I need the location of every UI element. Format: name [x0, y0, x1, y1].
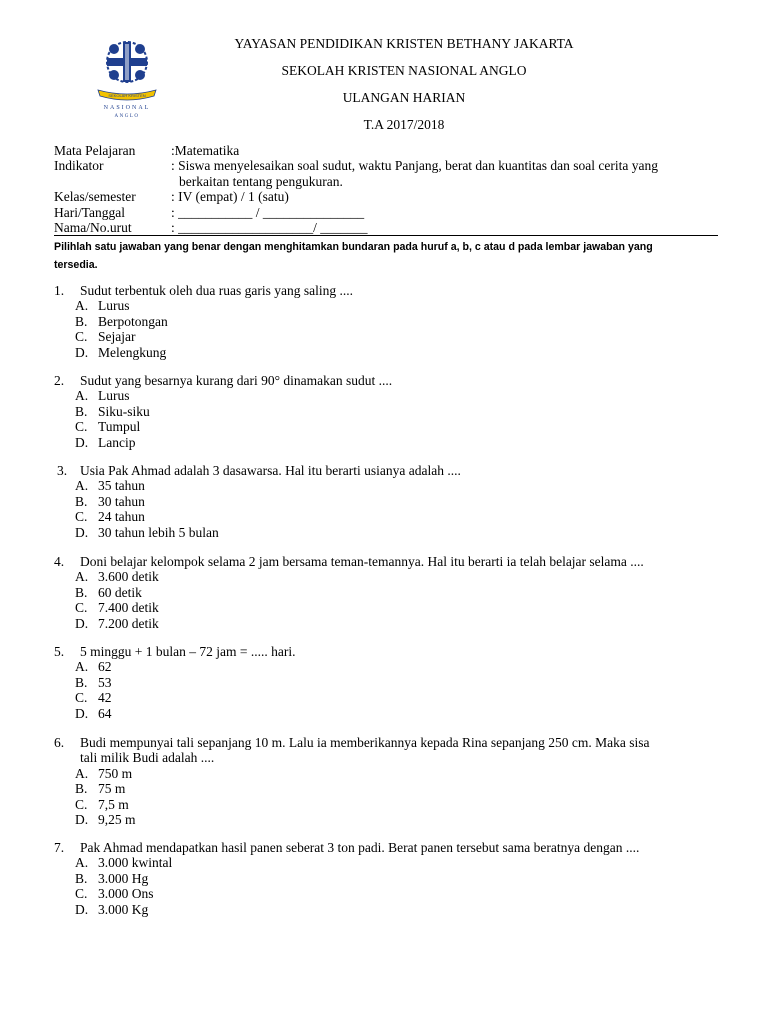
option-a [75, 298, 724, 313]
option-c [75, 797, 724, 812]
info-row-class [54, 189, 731, 204]
option-a [75, 388, 724, 403]
header-year: T.A 2017/2018 [363, 117, 445, 132]
option-letter: A. [75, 298, 89, 314]
option-letter: B. [75, 584, 88, 600]
option-letter: C. [75, 329, 88, 345]
option-b [75, 781, 724, 796]
option-b [75, 675, 724, 690]
question-2 [54, 373, 724, 450]
option-text: 9,25 m [98, 812, 136, 828]
option-b [75, 494, 727, 509]
info-value-block [171, 158, 731, 189]
question-number: 1. [54, 283, 65, 298]
option-text: 7.200 detik [98, 615, 159, 631]
option-letter: D. [75, 615, 89, 631]
option-a [75, 569, 724, 584]
info-value: : Siswa menyelesaikan soal sudut, waktu Panjang, berat dan kuantitas dan soal cerita yang [171, 158, 658, 174]
option-letter: C. [75, 419, 88, 435]
option-c [75, 419, 724, 434]
info-label: Indikator [54, 158, 104, 174]
option-d [75, 812, 724, 827]
header-school: SEKOLAH KRISTEN NASIONAL ANGLO [281, 63, 527, 78]
question-3 [57, 463, 727, 540]
option-text: 62 [98, 659, 112, 675]
info-row-indicator [54, 158, 731, 189]
question-6 [54, 735, 724, 827]
question-number: 5. [54, 644, 65, 659]
option-c [75, 509, 727, 524]
option-text: Sejajar [98, 329, 136, 345]
exam-info [54, 143, 731, 235]
question-text: Doni belajar kelompok selama 2 jam bersama teman-temannya. Hal itu berarti ia telah belajar selama .... [80, 554, 644, 569]
logo-ribbon-text: SEKOLAH KRISTEN [108, 93, 146, 98]
option-text: 7.400 detik [98, 600, 159, 616]
info-label: Nama/No.urut [54, 220, 132, 236]
question-number: 2. [54, 373, 65, 388]
option-d [75, 435, 724, 450]
option-c [75, 329, 724, 344]
option-text: 75 m [98, 781, 126, 797]
option-c [75, 600, 724, 615]
option-text: Siku-siku [98, 403, 150, 419]
info-value: : IV (empat) / 1 (satu) [171, 189, 289, 205]
option-letter: B. [75, 870, 88, 886]
instruction-line-2: tersedia. [54, 259, 98, 271]
option-letter: C. [75, 509, 88, 525]
info-value: : ___________ / _______________ [171, 204, 365, 220]
question-text: Usia Pak Ahmad adalah 3 dasawarsa. Hal itu berarti usianya adalah .... [80, 463, 461, 478]
option-text: 53 [98, 674, 112, 690]
option-text: 35 tahun [98, 478, 145, 494]
option-text: 3.000 Hg [98, 870, 149, 886]
option-letter: D. [75, 344, 89, 360]
option-letter: D. [75, 812, 89, 828]
info-label: Kelas/semester [54, 189, 136, 205]
option-d [75, 345, 724, 360]
info-value: :Matematika [171, 143, 240, 158]
option-text: 42 [98, 690, 112, 706]
question-1 [54, 283, 724, 360]
option-b [75, 314, 724, 329]
question-4 [54, 554, 724, 631]
option-text: 3.000 Kg [98, 901, 149, 917]
option-a [75, 478, 727, 493]
option-letter: A. [75, 765, 89, 781]
option-letter: A. [75, 659, 89, 675]
option-text: Melengkung [98, 344, 167, 360]
option-d [75, 902, 724, 917]
info-row-date [54, 205, 731, 220]
option-letter: A. [75, 569, 89, 585]
option-letter: A. [75, 478, 89, 494]
info-row-name [54, 220, 731, 235]
question-text: Pak Ahmad mendapatkan hasil panen seberat 3 ton padi. Berat panen tersebut sama beratnya dengan .... [80, 840, 640, 855]
option-d [75, 525, 727, 540]
option-text: Lancip [98, 434, 136, 450]
option-c [75, 690, 724, 705]
option-a [75, 659, 724, 674]
divider-line [54, 235, 718, 236]
option-letter: C. [75, 886, 88, 902]
info-value-cont: berkaitan tentang pengukuran. [179, 173, 343, 189]
option-letter: B. [75, 781, 88, 797]
option-text: 7,5 m [98, 796, 129, 812]
option-text: 64 [98, 705, 112, 721]
question-number: 4. [54, 554, 65, 569]
logo-text-anglo: ANGLO [114, 114, 140, 119]
option-b [75, 404, 724, 419]
option-letter: A. [75, 855, 89, 871]
question-text: Sudut terbentuk oleh dua ruas garis yang saling .... [80, 283, 353, 298]
instruction-line-1: Pilihlah satu jawaban yang benar dengan menghitamkan bundaran pada huruf a, b, c atau d pada lembar jawaban yang [54, 241, 653, 253]
option-text: 3.600 detik [98, 569, 159, 585]
option-letter: A. [75, 388, 89, 404]
info-row-subject [54, 143, 731, 158]
option-b [75, 871, 724, 886]
header-exam: ULANGAN HARIAN [342, 90, 466, 105]
option-text: 30 tahun [98, 493, 145, 509]
option-text: 750 m [98, 765, 133, 781]
option-d [75, 706, 724, 721]
option-text: Lurus [98, 388, 130, 404]
option-text: 60 detik [98, 584, 142, 600]
option-letter: B. [75, 403, 88, 419]
logo-text-nasional: NASIONAL [103, 105, 151, 111]
option-b [75, 585, 724, 600]
header-foundation: YAYASAN PENDIDIKAN KRISTEN BETHANY JAKARTA [234, 36, 574, 51]
option-letter: B. [75, 313, 88, 329]
question-5 [54, 644, 724, 721]
option-text: 3.000 kwintal [98, 855, 173, 871]
option-a [75, 855, 724, 870]
question-text: 5 minggu + 1 bulan – 72 jam = ..... hari. [80, 644, 296, 659]
option-text: Berpotongan [98, 313, 168, 329]
option-a [75, 766, 724, 781]
info-value: : ____________________/ _______ [171, 220, 368, 236]
info-label: Hari/Tanggal [54, 204, 126, 220]
option-letter: D. [75, 901, 89, 917]
question-text: Sudut yang besarnya kurang dari 90° dinamakan sudut .... [80, 373, 393, 388]
option-text: Tumpul [98, 419, 141, 435]
option-letter: C. [75, 600, 88, 616]
option-letter: C. [75, 690, 88, 706]
question-text-cont: tali milik Budi adalah .... [80, 750, 215, 766]
info-label: Mata Pelajaran [54, 143, 136, 158]
instruction [54, 238, 722, 274]
option-text: 30 tahun lebih 5 bulan [98, 524, 219, 540]
option-c [75, 886, 724, 901]
question-7 [54, 840, 724, 917]
question-text: Budi mempunyai tali sepanjang 10 m. Lalu ia memberikannya kepada Rina sepanjang 250 cm. Maka sisa [80, 735, 650, 750]
question-number: 7. [54, 840, 65, 855]
option-text: 24 tahun [98, 509, 145, 525]
question-text-block [80, 735, 724, 766]
option-text: Lurus [98, 298, 130, 314]
option-letter: D. [75, 434, 89, 450]
option-letter: D. [75, 705, 89, 721]
question-number: 6. [54, 735, 65, 750]
option-text: 3.000 Ons [98, 886, 154, 902]
option-letter: D. [75, 524, 89, 540]
option-letter: B. [75, 493, 88, 509]
option-letter: B. [75, 674, 88, 690]
question-number: 3. [57, 463, 68, 478]
option-d [75, 616, 724, 631]
option-letter: C. [75, 796, 88, 812]
